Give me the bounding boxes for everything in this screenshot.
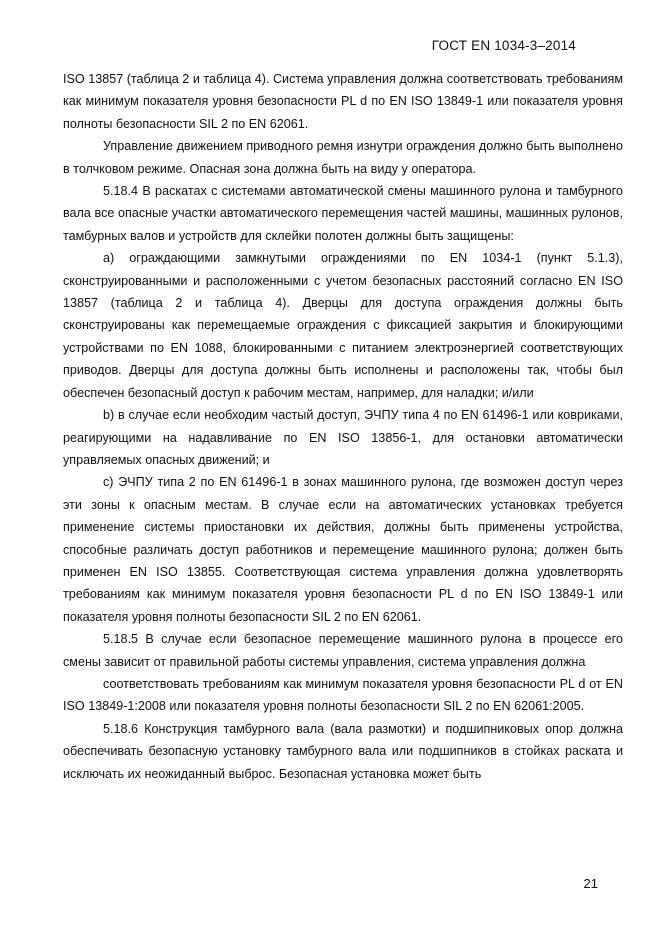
document-header: ГОСТ EN 1034-3–2014 xyxy=(431,38,576,53)
page-number: 21 xyxy=(583,876,598,891)
list-item-c: c) ЭЧПУ типа 2 по EN 61496-1 в зонах машинного рулона, где возможен доступ через эти зоны к опасным местам. В случае если на автоматических установках требуется применение системы приостановки их действия, должны быть применены устройства, способные различать доступ работников и перемещение машинного рулона; должен быть применен EN ISO 13855. Соответствующая система управления должна удовлетворять требованиям как минимум показателя уровня безопасности PL d по EN ISO 13849-1 или показателя уровня полноты безопасности SIL 2 по EN 62061. xyxy=(63,475,623,624)
paragraph-1: ISO 13857 (таблица 2 и таблица 4). Система управления должна соответствовать требованиям как минимум показателя уровня безопасности PL d по EN ISO 13849-1 или показателя уровня полноты безопасности SIL 2 по EN 62061. xyxy=(63,72,623,131)
paragraph-2: Управление движением приводного ремня изнутри ограждения должно быть выполнено в толчковом режиме. Опасная зона должна быть на виду у оператора. xyxy=(63,139,623,176)
section-5-18-5: 5.18.5 В случае если безопасное перемещение машинного рулона в процессе его смены зависит от правильной работы системы управления, система управления должна xyxy=(63,632,623,669)
section-5-18-6: 5.18.6 Конструкция тамбурного вала (вала размотки) и подшипниковых опор должна обеспечивать безопасную установку тамбурного вала или подшипников в стойках раската и исключать их неожиданный выброс. Безопасная установка может быть xyxy=(63,721,623,781)
section-5-18-5-continued: соответствовать требованиям как минимум показателя уровня безопасности PL d от EN ISO 13849-1:2008 или показателя уровня полноты безопасности SIL 2 по EN 62061:2005. xyxy=(63,676,623,714)
list-item-a: a) ограждающими замкнутыми ограждениями по EN 1034-1 (пункт 5.1.3), сконструированными и расположенными с учетом безопасных расстояний согласно EN ISO 13857 (таблица 2 и таблица 4). Дверцы для доступа ограждения должны быть сконструированы как перемещаемые ограждения с фиксацией закрытия и блокирующими устройствами по EN 1088, блокированными с питанием электроэнергией соответствующих приводов. Дверцы для доступа должны быть исполнены и расположены так, чтобы был обеспечен безопасный доступ к рабочим местам, например, для наладки; и/или xyxy=(63,251,623,400)
document-body xyxy=(63,68,623,785)
list-item-b: b) в случае если необходим частый доступ, ЭЧПУ типа 4 по EN 61496-1 или ковриками, реагирующими на надавливание по EN ISO 13856-1, для остановки автоматически управляемых опасных движений; и xyxy=(63,408,623,467)
section-5-18-4: 5.18.4 В раскатах с системами автоматической смены машинного рулона и тамбурного вала все опасные участки автоматического перемещения частей машины, машинных рулонов, тамбурных валов и устройств для склейки полотен должны быть защищены: xyxy=(63,184,623,243)
